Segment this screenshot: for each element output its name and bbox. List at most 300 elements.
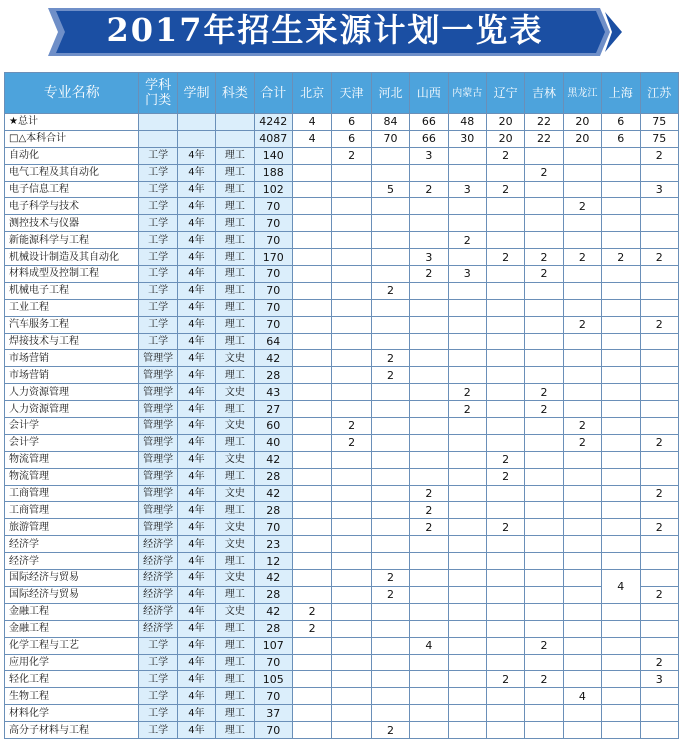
quota-cell: 6 bbox=[602, 114, 640, 131]
quota-cell bbox=[563, 232, 601, 249]
quota-cell bbox=[332, 249, 371, 266]
total-cell: 43 bbox=[254, 384, 292, 401]
table-row bbox=[5, 350, 679, 367]
table-row bbox=[5, 536, 679, 553]
quota-cell bbox=[563, 384, 601, 401]
discipline-cell: 管理学 bbox=[139, 384, 177, 401]
quota-cell bbox=[332, 705, 371, 722]
duration-cell: 4年 bbox=[177, 451, 215, 468]
quota-cell: 2 bbox=[448, 384, 486, 401]
quota-cell: 2 bbox=[640, 249, 679, 266]
quota-cell bbox=[602, 384, 640, 401]
quota-cell bbox=[332, 586, 371, 603]
quota-cell bbox=[410, 316, 448, 333]
quota-cell bbox=[640, 367, 679, 384]
quota-cell bbox=[486, 266, 524, 283]
quota-cell bbox=[332, 164, 371, 181]
quota-cell bbox=[371, 485, 409, 502]
quota-cell bbox=[332, 451, 371, 468]
quota-cell bbox=[563, 519, 601, 536]
quota-cell bbox=[525, 282, 563, 299]
quota-cell bbox=[448, 637, 486, 654]
quota-cell bbox=[563, 333, 601, 350]
quota-cell: 2 bbox=[410, 485, 448, 502]
quota-cell bbox=[292, 536, 331, 553]
quota-cell bbox=[563, 485, 601, 502]
quota-cell bbox=[448, 316, 486, 333]
duration-cell: 4年 bbox=[177, 671, 215, 688]
duration-cell: 4年 bbox=[177, 620, 215, 637]
total-cell: 42 bbox=[254, 350, 292, 367]
discipline-cell: 工学 bbox=[139, 316, 177, 333]
quota-cell bbox=[640, 502, 679, 519]
quota-cell bbox=[602, 198, 640, 215]
discipline-cell: 经济学 bbox=[139, 570, 177, 587]
table-row bbox=[5, 688, 679, 705]
quota-cell: 20 bbox=[563, 130, 601, 147]
quota-cell bbox=[525, 198, 563, 215]
total-cell: 12 bbox=[254, 553, 292, 570]
quota-cell bbox=[602, 164, 640, 181]
major-name-cell: 自动化 bbox=[5, 147, 139, 164]
total-cell: 28 bbox=[254, 620, 292, 637]
major-name-cell: 市场营销 bbox=[5, 350, 139, 367]
quota-cell bbox=[448, 502, 486, 519]
header-province-jiangsu: 江苏 bbox=[640, 73, 679, 114]
quota-cell bbox=[292, 434, 331, 451]
category-cell: 文史 bbox=[216, 536, 254, 553]
quota-cell bbox=[602, 620, 640, 637]
quota-cell bbox=[332, 232, 371, 249]
quota-cell bbox=[525, 586, 563, 603]
quota-cell bbox=[292, 468, 331, 485]
category-cell bbox=[216, 114, 254, 131]
category-cell: 理工 bbox=[216, 164, 254, 181]
quota-cell bbox=[410, 198, 448, 215]
quota-cell: 5 bbox=[371, 181, 409, 198]
header-total: 合计 bbox=[254, 73, 292, 114]
quota-cell: 2 bbox=[486, 468, 524, 485]
quota-cell bbox=[486, 198, 524, 215]
duration-cell: 4年 bbox=[177, 485, 215, 502]
major-name-cell: 会计学 bbox=[5, 434, 139, 451]
discipline-cell: 经济学 bbox=[139, 603, 177, 620]
quota-cell bbox=[525, 181, 563, 198]
discipline-cell: 管理学 bbox=[139, 451, 177, 468]
quota-cell bbox=[292, 705, 331, 722]
category-cell: 理工 bbox=[216, 705, 254, 722]
header-province-beijing: 北京 bbox=[292, 73, 331, 114]
total-cell: 70 bbox=[254, 316, 292, 333]
quota-cell bbox=[525, 299, 563, 316]
quota-cell bbox=[602, 215, 640, 232]
major-name-cell: 焊接技术与工程 bbox=[5, 333, 139, 350]
table-row bbox=[5, 384, 679, 401]
quota-cell bbox=[292, 586, 331, 603]
quota-cell bbox=[563, 282, 601, 299]
category-cell: 理工 bbox=[216, 671, 254, 688]
major-name-cell: 电子科学与技术 bbox=[5, 198, 139, 215]
quota-cell bbox=[525, 485, 563, 502]
quota-cell bbox=[410, 367, 448, 384]
quota-cell bbox=[563, 671, 601, 688]
quota-cell bbox=[371, 451, 409, 468]
quota-cell bbox=[602, 671, 640, 688]
quota-cell bbox=[602, 147, 640, 164]
total-cell: 42 bbox=[254, 603, 292, 620]
quota-cell bbox=[410, 333, 448, 350]
quota-cell bbox=[332, 485, 371, 502]
quota-cell bbox=[486, 705, 524, 722]
quota-cell bbox=[602, 333, 640, 350]
quota-cell bbox=[410, 451, 448, 468]
total-cell: 70 bbox=[254, 232, 292, 249]
quota-cell: 2 bbox=[525, 401, 563, 418]
quota-cell bbox=[448, 164, 486, 181]
quota-cell bbox=[292, 688, 331, 705]
quota-cell bbox=[563, 468, 601, 485]
discipline-cell: 管理学 bbox=[139, 350, 177, 367]
category-cell: 理工 bbox=[216, 586, 254, 603]
discipline-cell: 管理学 bbox=[139, 418, 177, 435]
quota-cell bbox=[602, 181, 640, 198]
quota-cell bbox=[371, 705, 409, 722]
quota-cell bbox=[602, 553, 640, 570]
header-province-shanghai: 上海 bbox=[602, 73, 640, 114]
quota-cell bbox=[292, 401, 331, 418]
category-cell: 文史 bbox=[216, 384, 254, 401]
total-cell: 28 bbox=[254, 468, 292, 485]
quota-cell bbox=[292, 164, 331, 181]
quota-cell: 30 bbox=[448, 130, 486, 147]
discipline-cell: 工学 bbox=[139, 705, 177, 722]
quota-cell bbox=[410, 164, 448, 181]
quota-cell bbox=[525, 502, 563, 519]
quota-cell bbox=[332, 282, 371, 299]
duration-cell: 4年 bbox=[177, 468, 215, 485]
quota-cell bbox=[332, 620, 371, 637]
duration-cell: 4年 bbox=[177, 553, 215, 570]
quota-cell bbox=[332, 333, 371, 350]
quota-cell bbox=[602, 468, 640, 485]
quota-cell bbox=[486, 620, 524, 637]
major-name-cell: 人力资源管理 bbox=[5, 384, 139, 401]
quota-cell bbox=[640, 705, 679, 722]
total-cell: 70 bbox=[254, 198, 292, 215]
quota-cell: 2 bbox=[563, 249, 601, 266]
table-row bbox=[5, 401, 679, 418]
quota-cell bbox=[525, 316, 563, 333]
major-name-cell: 旅游管理 bbox=[5, 519, 139, 536]
quota-cell bbox=[371, 434, 409, 451]
quota-cell bbox=[292, 637, 331, 654]
quota-cell bbox=[486, 333, 524, 350]
quota-cell bbox=[525, 620, 563, 637]
quota-cell bbox=[563, 147, 601, 164]
quota-cell bbox=[292, 147, 331, 164]
quota-cell: 2 bbox=[410, 502, 448, 519]
quota-cell bbox=[525, 451, 563, 468]
quota-cell bbox=[410, 654, 448, 671]
major-name-cell: 材料化学 bbox=[5, 705, 139, 722]
quota-cell: 84 bbox=[371, 114, 409, 131]
major-name-cell: 人力资源管理 bbox=[5, 401, 139, 418]
quota-cell bbox=[371, 147, 409, 164]
quota-cell bbox=[525, 434, 563, 451]
duration-cell bbox=[177, 114, 215, 131]
quota-cell: 2 bbox=[640, 434, 679, 451]
quota-cell bbox=[332, 722, 371, 739]
category-cell: 理工 bbox=[216, 316, 254, 333]
major-name-cell: 测控技术与仪器 bbox=[5, 215, 139, 232]
quota-cell bbox=[410, 418, 448, 435]
duration-cell: 4年 bbox=[177, 603, 215, 620]
table-row bbox=[5, 215, 679, 232]
category-cell: 理工 bbox=[216, 333, 254, 350]
quota-cell: 2 bbox=[640, 316, 679, 333]
category-cell: 理工 bbox=[216, 232, 254, 249]
quota-cell: 4 bbox=[292, 114, 331, 131]
duration-cell: 4年 bbox=[177, 705, 215, 722]
quota-cell: 2 bbox=[486, 249, 524, 266]
quota-cell bbox=[486, 232, 524, 249]
quota-cell bbox=[410, 536, 448, 553]
table-row bbox=[5, 485, 679, 502]
quota-cell bbox=[448, 671, 486, 688]
quota-cell bbox=[602, 316, 640, 333]
quota-cell bbox=[448, 519, 486, 536]
quota-cell bbox=[371, 316, 409, 333]
duration-cell: 4年 bbox=[177, 282, 215, 299]
quota-cell bbox=[448, 536, 486, 553]
quota-cell bbox=[602, 418, 640, 435]
quota-cell bbox=[410, 282, 448, 299]
quota-cell bbox=[332, 181, 371, 198]
header-discipline: 学科门类 bbox=[139, 73, 177, 114]
quota-cell bbox=[525, 232, 563, 249]
total-cell: 188 bbox=[254, 164, 292, 181]
discipline-cell: 工学 bbox=[139, 722, 177, 739]
quota-cell bbox=[410, 401, 448, 418]
major-name-cell: 会计学 bbox=[5, 418, 139, 435]
quota-cell bbox=[371, 688, 409, 705]
quota-cell bbox=[448, 215, 486, 232]
quota-cell bbox=[410, 705, 448, 722]
category-cell: 文史 bbox=[216, 451, 254, 468]
quota-cell bbox=[563, 215, 601, 232]
quota-cell bbox=[525, 654, 563, 671]
quota-cell bbox=[292, 553, 331, 570]
quota-cell bbox=[371, 215, 409, 232]
discipline-cell: 工学 bbox=[139, 147, 177, 164]
quota-cell: 2 bbox=[563, 418, 601, 435]
total-cell: 40 bbox=[254, 434, 292, 451]
quota-cell: 2 bbox=[563, 198, 601, 215]
total-cell: 70 bbox=[254, 282, 292, 299]
quota-cell bbox=[640, 468, 679, 485]
quota-cell bbox=[486, 350, 524, 367]
duration-cell: 4年 bbox=[177, 181, 215, 198]
duration-cell: 4年 bbox=[177, 299, 215, 316]
quota-cell: 2 bbox=[486, 181, 524, 198]
quota-cell bbox=[602, 282, 640, 299]
quota-cell bbox=[292, 181, 331, 198]
table-row bbox=[5, 181, 679, 198]
quota-cell bbox=[563, 451, 601, 468]
quota-cell: 2 bbox=[525, 266, 563, 283]
quota-cell bbox=[640, 198, 679, 215]
quota-cell bbox=[371, 502, 409, 519]
quota-cell bbox=[332, 553, 371, 570]
quota-cell bbox=[332, 299, 371, 316]
quota-cell: 2 bbox=[371, 282, 409, 299]
quota-cell bbox=[486, 418, 524, 435]
total-cell: 37 bbox=[254, 705, 292, 722]
quota-cell bbox=[371, 198, 409, 215]
major-name-cell: 生物工程 bbox=[5, 688, 139, 705]
major-name-cell: 经济学 bbox=[5, 536, 139, 553]
quota-cell bbox=[486, 536, 524, 553]
quota-cell: 2 bbox=[332, 147, 371, 164]
quota-cell bbox=[410, 384, 448, 401]
quota-cell: 2 bbox=[332, 434, 371, 451]
quota-cell bbox=[448, 434, 486, 451]
header-major-name: 专业名称 bbox=[5, 73, 139, 114]
quota-cell bbox=[486, 282, 524, 299]
quota-cell bbox=[292, 654, 331, 671]
quota-cell bbox=[525, 418, 563, 435]
quota-cell bbox=[292, 282, 331, 299]
category-cell: 文史 bbox=[216, 485, 254, 502]
table-row bbox=[5, 249, 679, 266]
quota-cell bbox=[371, 637, 409, 654]
table-row bbox=[5, 114, 679, 131]
total-cell: 105 bbox=[254, 671, 292, 688]
quota-cell: 2 bbox=[410, 519, 448, 536]
category-cell: 理工 bbox=[216, 637, 254, 654]
quota-cell bbox=[371, 299, 409, 316]
quota-cell bbox=[448, 688, 486, 705]
discipline-cell: 工学 bbox=[139, 181, 177, 198]
quota-cell bbox=[292, 519, 331, 536]
quota-cell: 66 bbox=[410, 130, 448, 147]
quota-cell bbox=[448, 586, 486, 603]
quota-cell bbox=[410, 586, 448, 603]
quota-cell bbox=[602, 232, 640, 249]
quota-cell bbox=[525, 350, 563, 367]
quota-cell bbox=[525, 570, 563, 587]
quota-cell bbox=[602, 722, 640, 739]
category-cell: 理工 bbox=[216, 147, 254, 164]
table-row bbox=[5, 299, 679, 316]
quota-cell bbox=[448, 654, 486, 671]
duration-cell: 4年 bbox=[177, 384, 215, 401]
quota-cell bbox=[486, 485, 524, 502]
quota-cell bbox=[371, 384, 409, 401]
discipline-cell: 工学 bbox=[139, 215, 177, 232]
quota-cell bbox=[332, 266, 371, 283]
major-name-cell: 市场营销 bbox=[5, 367, 139, 384]
total-cell: 42 bbox=[254, 485, 292, 502]
table-row bbox=[5, 367, 679, 384]
quota-cell bbox=[563, 181, 601, 198]
duration-cell: 4年 bbox=[177, 688, 215, 705]
quota-cell bbox=[332, 671, 371, 688]
table-row bbox=[5, 232, 679, 249]
total-cell: 23 bbox=[254, 536, 292, 553]
major-name-cell: 国际经济与贸易 bbox=[5, 586, 139, 603]
major-name-cell: 经济学 bbox=[5, 553, 139, 570]
quota-cell bbox=[640, 333, 679, 350]
discipline-cell bbox=[139, 114, 177, 131]
total-cell: 70 bbox=[254, 519, 292, 536]
table-header-row bbox=[5, 73, 679, 114]
discipline-cell: 管理学 bbox=[139, 367, 177, 384]
quota-cell bbox=[563, 536, 601, 553]
quota-cell bbox=[602, 603, 640, 620]
quota-cell bbox=[563, 266, 601, 283]
table-row bbox=[5, 570, 679, 587]
quota-cell bbox=[448, 198, 486, 215]
table-row bbox=[5, 553, 679, 570]
quota-cell bbox=[292, 266, 331, 283]
discipline-cell: 工学 bbox=[139, 232, 177, 249]
duration-cell: 4年 bbox=[177, 519, 215, 536]
category-cell: 理工 bbox=[216, 215, 254, 232]
quota-cell bbox=[292, 367, 331, 384]
quota-cell bbox=[410, 299, 448, 316]
quota-cell bbox=[640, 164, 679, 181]
quota-cell bbox=[448, 333, 486, 350]
total-cell: 28 bbox=[254, 586, 292, 603]
major-name-cell: 汽车服务工程 bbox=[5, 316, 139, 333]
duration-cell: 4年 bbox=[177, 147, 215, 164]
quota-cell bbox=[448, 367, 486, 384]
category-cell: 理工 bbox=[216, 722, 254, 739]
quota-cell bbox=[410, 671, 448, 688]
discipline-cell: 经济学 bbox=[139, 586, 177, 603]
discipline-cell: 管理学 bbox=[139, 485, 177, 502]
quota-cell bbox=[486, 586, 524, 603]
duration-cell: 4年 bbox=[177, 232, 215, 249]
header-province-liaoning: 辽宁 bbox=[486, 73, 524, 114]
duration-cell: 4年 bbox=[177, 434, 215, 451]
quota-cell bbox=[410, 722, 448, 739]
quota-cell: 2 bbox=[292, 603, 331, 620]
title-banner bbox=[0, 0, 679, 64]
quota-cell bbox=[448, 147, 486, 164]
header-province-hebei: 河北 bbox=[371, 73, 409, 114]
major-name-cell: 高分子材料与工程 bbox=[5, 722, 139, 739]
quota-cell bbox=[371, 620, 409, 637]
quota-cell bbox=[292, 451, 331, 468]
quota-cell: 2 bbox=[602, 249, 640, 266]
duration-cell: 4年 bbox=[177, 367, 215, 384]
quota-cell bbox=[371, 232, 409, 249]
quota-cell bbox=[332, 367, 371, 384]
duration-cell: 4年 bbox=[177, 198, 215, 215]
quota-cell bbox=[332, 519, 371, 536]
quota-cell: 22 bbox=[525, 130, 563, 147]
quota-cell: 2 bbox=[563, 434, 601, 451]
total-cell: 60 bbox=[254, 418, 292, 435]
quota-cell: 2 bbox=[563, 316, 601, 333]
category-cell: 文史 bbox=[216, 519, 254, 536]
quota-cell bbox=[602, 637, 640, 654]
table-row bbox=[5, 130, 679, 147]
quota-cell bbox=[640, 722, 679, 739]
quota-cell bbox=[371, 519, 409, 536]
